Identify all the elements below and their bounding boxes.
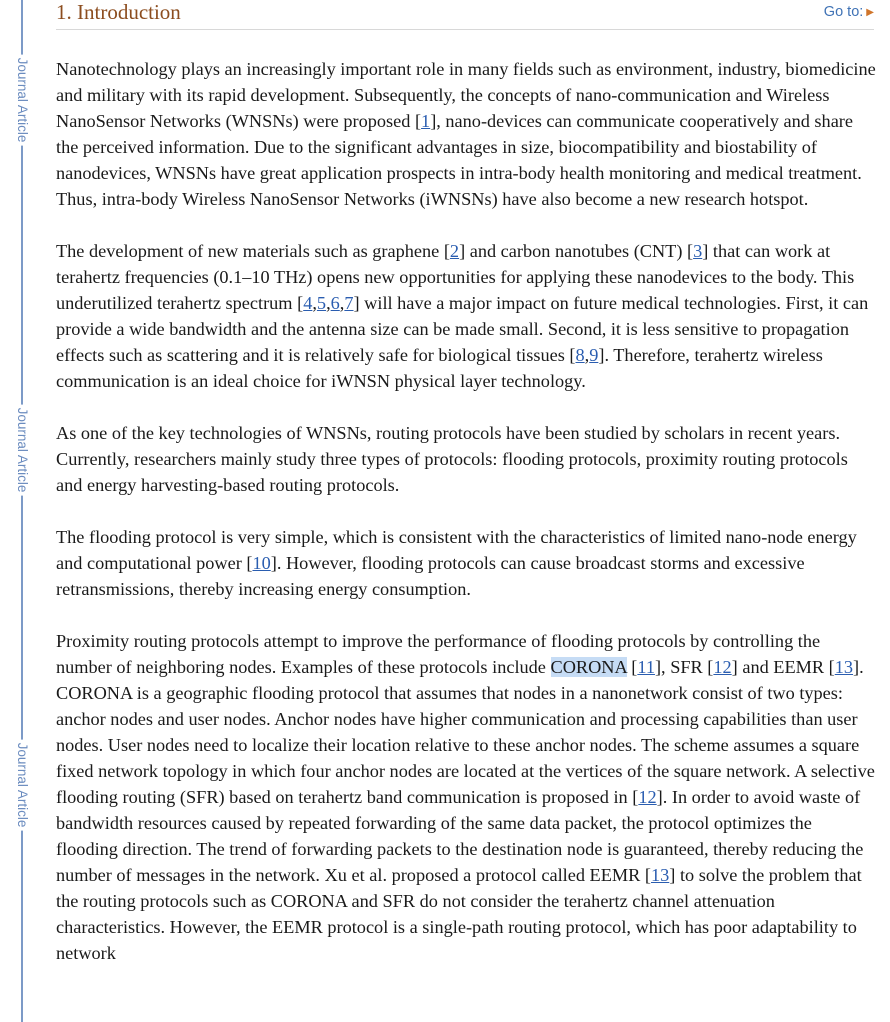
reference-link[interactable]: 10 [252,553,271,573]
paragraph: The development of new materials such as graphene [2] and carbon nanotubes (CNT) [3] that can work at terahertz frequencies (0.1–10 THz) opens new opportunities for applying these nanodevices to the body. This underutilized terahertz spectrum [4,5,6,7] will have a major impact on future medical technologies. First, it can provide a wide bandwidth and the antenna size can be made small. Second, it is less sensitive to propagation effects such as scattering and it is relatively safe for biological tissues [8,9]. Therefore, terahertz wireless communication is an ideal choice for iWNSN physical layer technology. [56,241,869,391]
goto-link[interactable] [824,4,874,20]
section-title: 1. Introduction [56,0,181,24]
reference-link[interactable]: 5 [316,293,327,313]
reference-link[interactable]: 2 [449,241,460,261]
reference-link[interactable]: 4 [303,293,313,313]
reference-link[interactable]: 13 [651,865,670,885]
paragraph: Proximity routing protocols attempt to improve the performance of flooding protocols by controlling the number of neighboring nodes. Examples of these protocols include CORONA [11], SFR [12] and EEMR [13]. CORONA is a geographic flooding protocol that assumes that nodes in a nanonetwork consist of two types: anchor nodes and user nodes. Anchor nodes have higher communication and processing capabilities than user nodes. User nodes need to localize their location relative to these anchor nodes. The scheme assumes a square fixed network topology in which four anchor nodes are located at the vertices of the square network. A selective flooding routing (SFR) based on terahertz band communication is proposed in [12]. In order to avoid waste of bandwidth resources caused by repeated forwarding of the same data packet, the protocol optimizes the flooding direction. The trend of forwarding packets to the destination node is guaranteed, thereby reducing the number of messages in the network. Xu et al. proposed a protocol called EEMR [13] to solve the problem that the routing protocols such as CORONA and SFR do not consider the terahertz channel attenuation characteristics. However, the EEMR protocol is a single-path routing protocol, which has poor adaptability to network [56,631,875,963]
highlighted-text: CORONA [550,657,627,677]
reference-link[interactable]: 13 [834,657,854,677]
reference-link[interactable]: 12 [713,657,732,677]
reference-link[interactable]: 12 [638,787,657,807]
reference-link[interactable]: 7 [344,293,354,313]
paragraph: As one of the key technologies of WNSNs, routing protocols have been studied by scholars in recent years. Currently, researchers mainly study three types of protocols: flooding protocols, proximity routing protocols and energy harvesting-based routing protocols. [56,423,848,495]
triangle-right-icon: ▶ [866,7,874,18]
goto-label[interactable]: Go to: [823,4,864,20]
article-body [56,56,876,992]
reference-link[interactable]: 8 [575,345,585,365]
section-header [56,0,874,30]
reference-link[interactable]: 3 [693,241,703,261]
reference-link[interactable]: 11 [637,657,655,677]
left-rail [21,0,23,1022]
journal-article-label: Journal Article [15,740,29,831]
paragraph: Nanotechnology plays an increasingly important role in many fields such as environment, industry, biomedicine and military with its rapid development. Subsequently, the concepts of nano-communication and Wireless NanoSensor Networks (WNSNs) were proposed [1], nano-devices can communicate cooperatively and share the perceived information. Due to the significant advantages in size, biocompatibility and biostability of nanodevices, WNSNs have great application prospects in intra-body health monitoring and medical treatment. Thus, intra-body Wireless NanoSensor Networks (iWNSNs) have also become a new research hotspot. [56,59,876,209]
journal-article-label: Journal Article [15,405,29,496]
reference-link[interactable]: 6 [330,293,340,313]
journal-article-label: Journal Article [15,55,29,146]
reference-link[interactable]: 9 [589,345,599,365]
paragraph: The flooding protocol is very simple, which is consistent with the characteristics of limited nano-node energy and computational power [10]. However, flooding protocols can cause broadcast storms and excessive retransmissions, thereby increasing energy consumption. [56,527,857,599]
reference-link[interactable]: 1 [421,111,431,131]
